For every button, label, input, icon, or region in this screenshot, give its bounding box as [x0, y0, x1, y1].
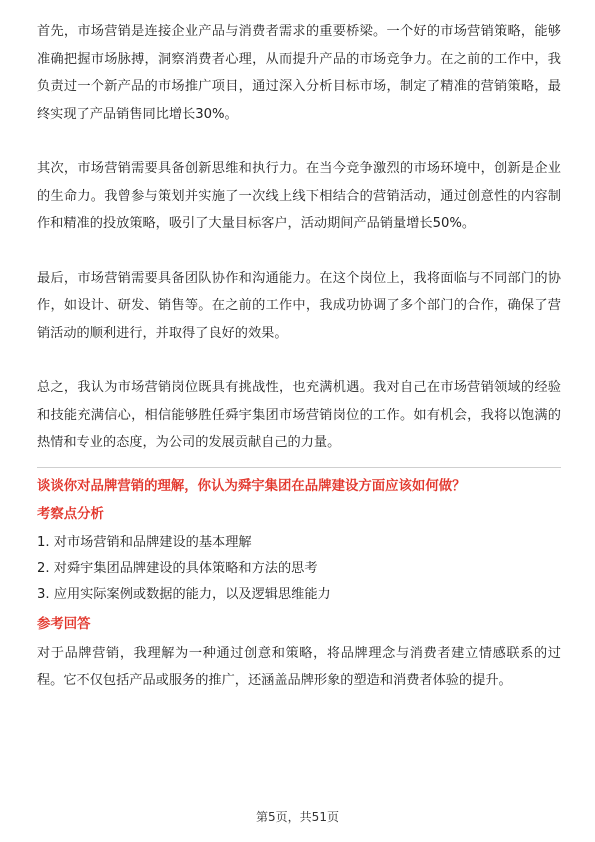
analysis-points	[37, 530, 561, 608]
document-page	[37, 18, 561, 695]
paragraph-first: 首先，市场营销是连接企业产品与消费者需求的重要桥梁。一个好的市场营销策略，能够准确把握市场脉搏，洞察消费者心理，从而提升产品的市场竞争力。在之前的工作中，我负责过一个新产品的市场推广项目，通过深入分析目标市场，制定了精准的营销策略，最终实现了产品销售同比增长30%。	[37, 24, 561, 122]
analysis-point: 3. 应用实际案例或数据的能力，以及逻辑思维能力	[37, 586, 331, 602]
analysis-point: 2. 对舜宇集团品牌建设的具体策略和方法的思考	[37, 560, 318, 576]
page-number: 第5页，共51页	[256, 810, 339, 824]
reference-heading: 参考回答	[37, 616, 91, 632]
paragraph-third: 最后，市场营销需要具备团队协作和沟通能力。在这个岗位上，我将面临与不同部门的协作，如设计、研发、销售等。在之前的工作中，我成功协调了多个部门的合作，确保了营销活动的顺利进行，并取得了良好的效果。	[37, 270, 561, 341]
interview-question: 谈谈你对品牌营销的理解，你认为舜宇集团在品牌建设方面应该如何做？	[37, 478, 466, 494]
paragraph-second: 其次，市场营销需要具备创新思维和执行力。在当今竞争激烈的市场环境中，创新是企业的生命力。我曾参与策划并实施了一次线上线下相结合的营销活动，通过创意性的内容制作和精准的投放策略，吸引了大量目标客户，活动期间产品销量增长50%。	[37, 161, 561, 231]
analysis-heading: 考察点分析	[37, 506, 104, 522]
analysis-point: 1. 对市场营销和品牌建设的基本理解	[37, 534, 252, 550]
section-divider	[37, 467, 561, 468]
reference-answer: 对于品牌营销，我理解为一种通过创意和策略，将品牌理念与消费者建立情感联系的过程。它不仅包括产品或服务的推广，还涵盖品牌形象的塑造和消费者体验的提升。	[37, 645, 561, 688]
paragraph-conclusion: 总之，我认为市场营销岗位既具有挑战性，也充满机遇。我对自己在市场营销领域的经验和技能充满信心，相信能够胜任舜宇集团市场营销岗位的工作。如有机会，我将以饱满的热情和专业的态度，为公司的发展贡献自己的力量。	[37, 380, 561, 450]
